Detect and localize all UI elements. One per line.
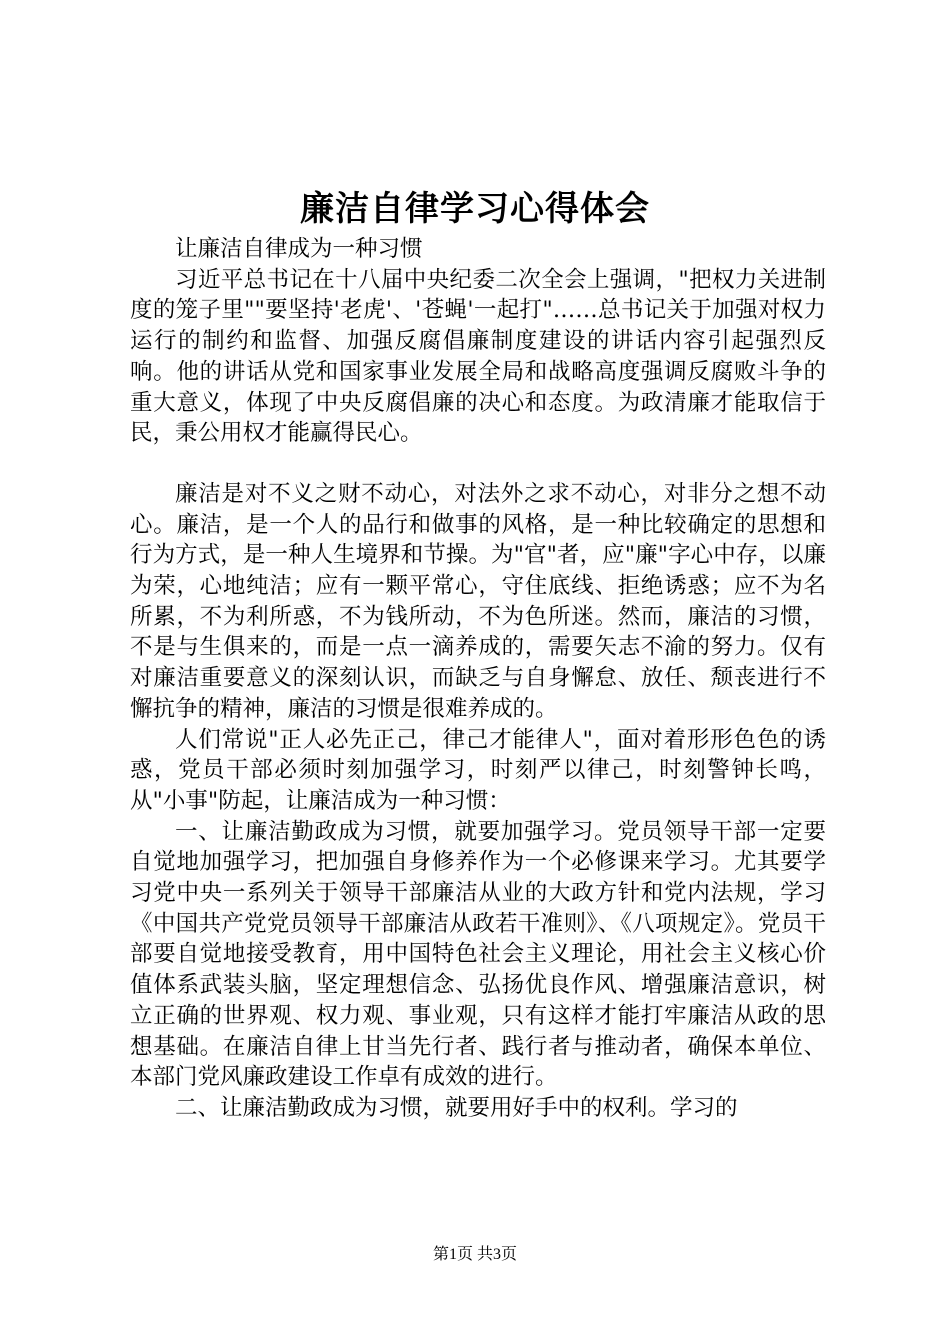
paragraph-intro: 习近平总书记在十八届中央纪委二次全会上强调，"把权力关进制度的笼子里""要坚持'老虎'、'苍蝇'一起打"……总书记关于加强对权力运行的制约和监督、加强反腐倡廉制度建设的讲话内容引起强烈反响。他的讲话从党和国家事业发展全局和战略高度强调反腐败斗争的重大意义，体现了中央反腐倡廉的决心和态度。为政清廉才能取信于民，秉公用权才能赢得民心。 — [130, 266, 826, 447]
paragraph-subtitle: 让廉洁自律成为一种习惯 — [175, 236, 423, 262]
document-title: 廉洁自律学习心得体会 — [300, 189, 650, 229]
paragraph-definition: 廉洁是对不义之财不动心，对法外之求不动心，对非分之想不动心。廉洁，是一个人的品行和做事的风格，是一种比较确定的思想和行为方式，是一种人生境界和节操。为"官"者，应"廉"字心中存，以廉为荣，心地纯洁；应有一颗平常心，守住底线、拒绝诱惑；应不为名所累，不为利所惑，不为钱所动，不为色所迷。然而，廉洁的习惯，不是与生俱来的，而是一点一滴养成的，需要矢志不渝的努力。仅有对廉洁重要意义的深刻认识，而缺乏与自身懈怠、放任、颓丧进行不懈抗争的精神，廉洁的习惯是很难养成的。 — [130, 480, 826, 722]
paragraph-saying: 人们常说"正人必先正己，律己才能律人"，面对着形形色色的诱惑，党员干部必须时刻加强学习，时刻严以律己，时刻警钟长鸣，从"小事"防起，让廉洁成为一种习惯： — [130, 726, 826, 814]
page-number-footer: 第1页 共3页 — [432, 1246, 517, 1263]
paragraph-point-two: 二、让廉洁勤政成为习惯，就要用好手中的权利。学习的 — [175, 1094, 738, 1121]
document-body — [130, 234, 826, 1124]
paragraph-point-one: 一、让廉洁勤政成为习惯，就要加强学习。党员领导干部一定要自觉地加强学习，把加强自身修养作为一个必修课来学习。尤其要学习党中央一系列关于领导干部廉洁从业的大政方针和党内法规，学习《中国共产党党员领导干部廉洁从政若干准则》、《八项规定》。党员干部要自觉地接受教育，用中国特色社会主义理论，用社会主义核心价值体系武装头脑，坚定理想信念、弘扬优良作风、增强廉洁意识，树立正确的世界观、权力观、事业观，只有这样才能打牢廉洁从政的思想基础。在廉洁自律上甘当先行者、践行者与推动者，确保本单位、本部门党风廉政建设工作卓有成效的进行。 — [130, 818, 826, 1091]
